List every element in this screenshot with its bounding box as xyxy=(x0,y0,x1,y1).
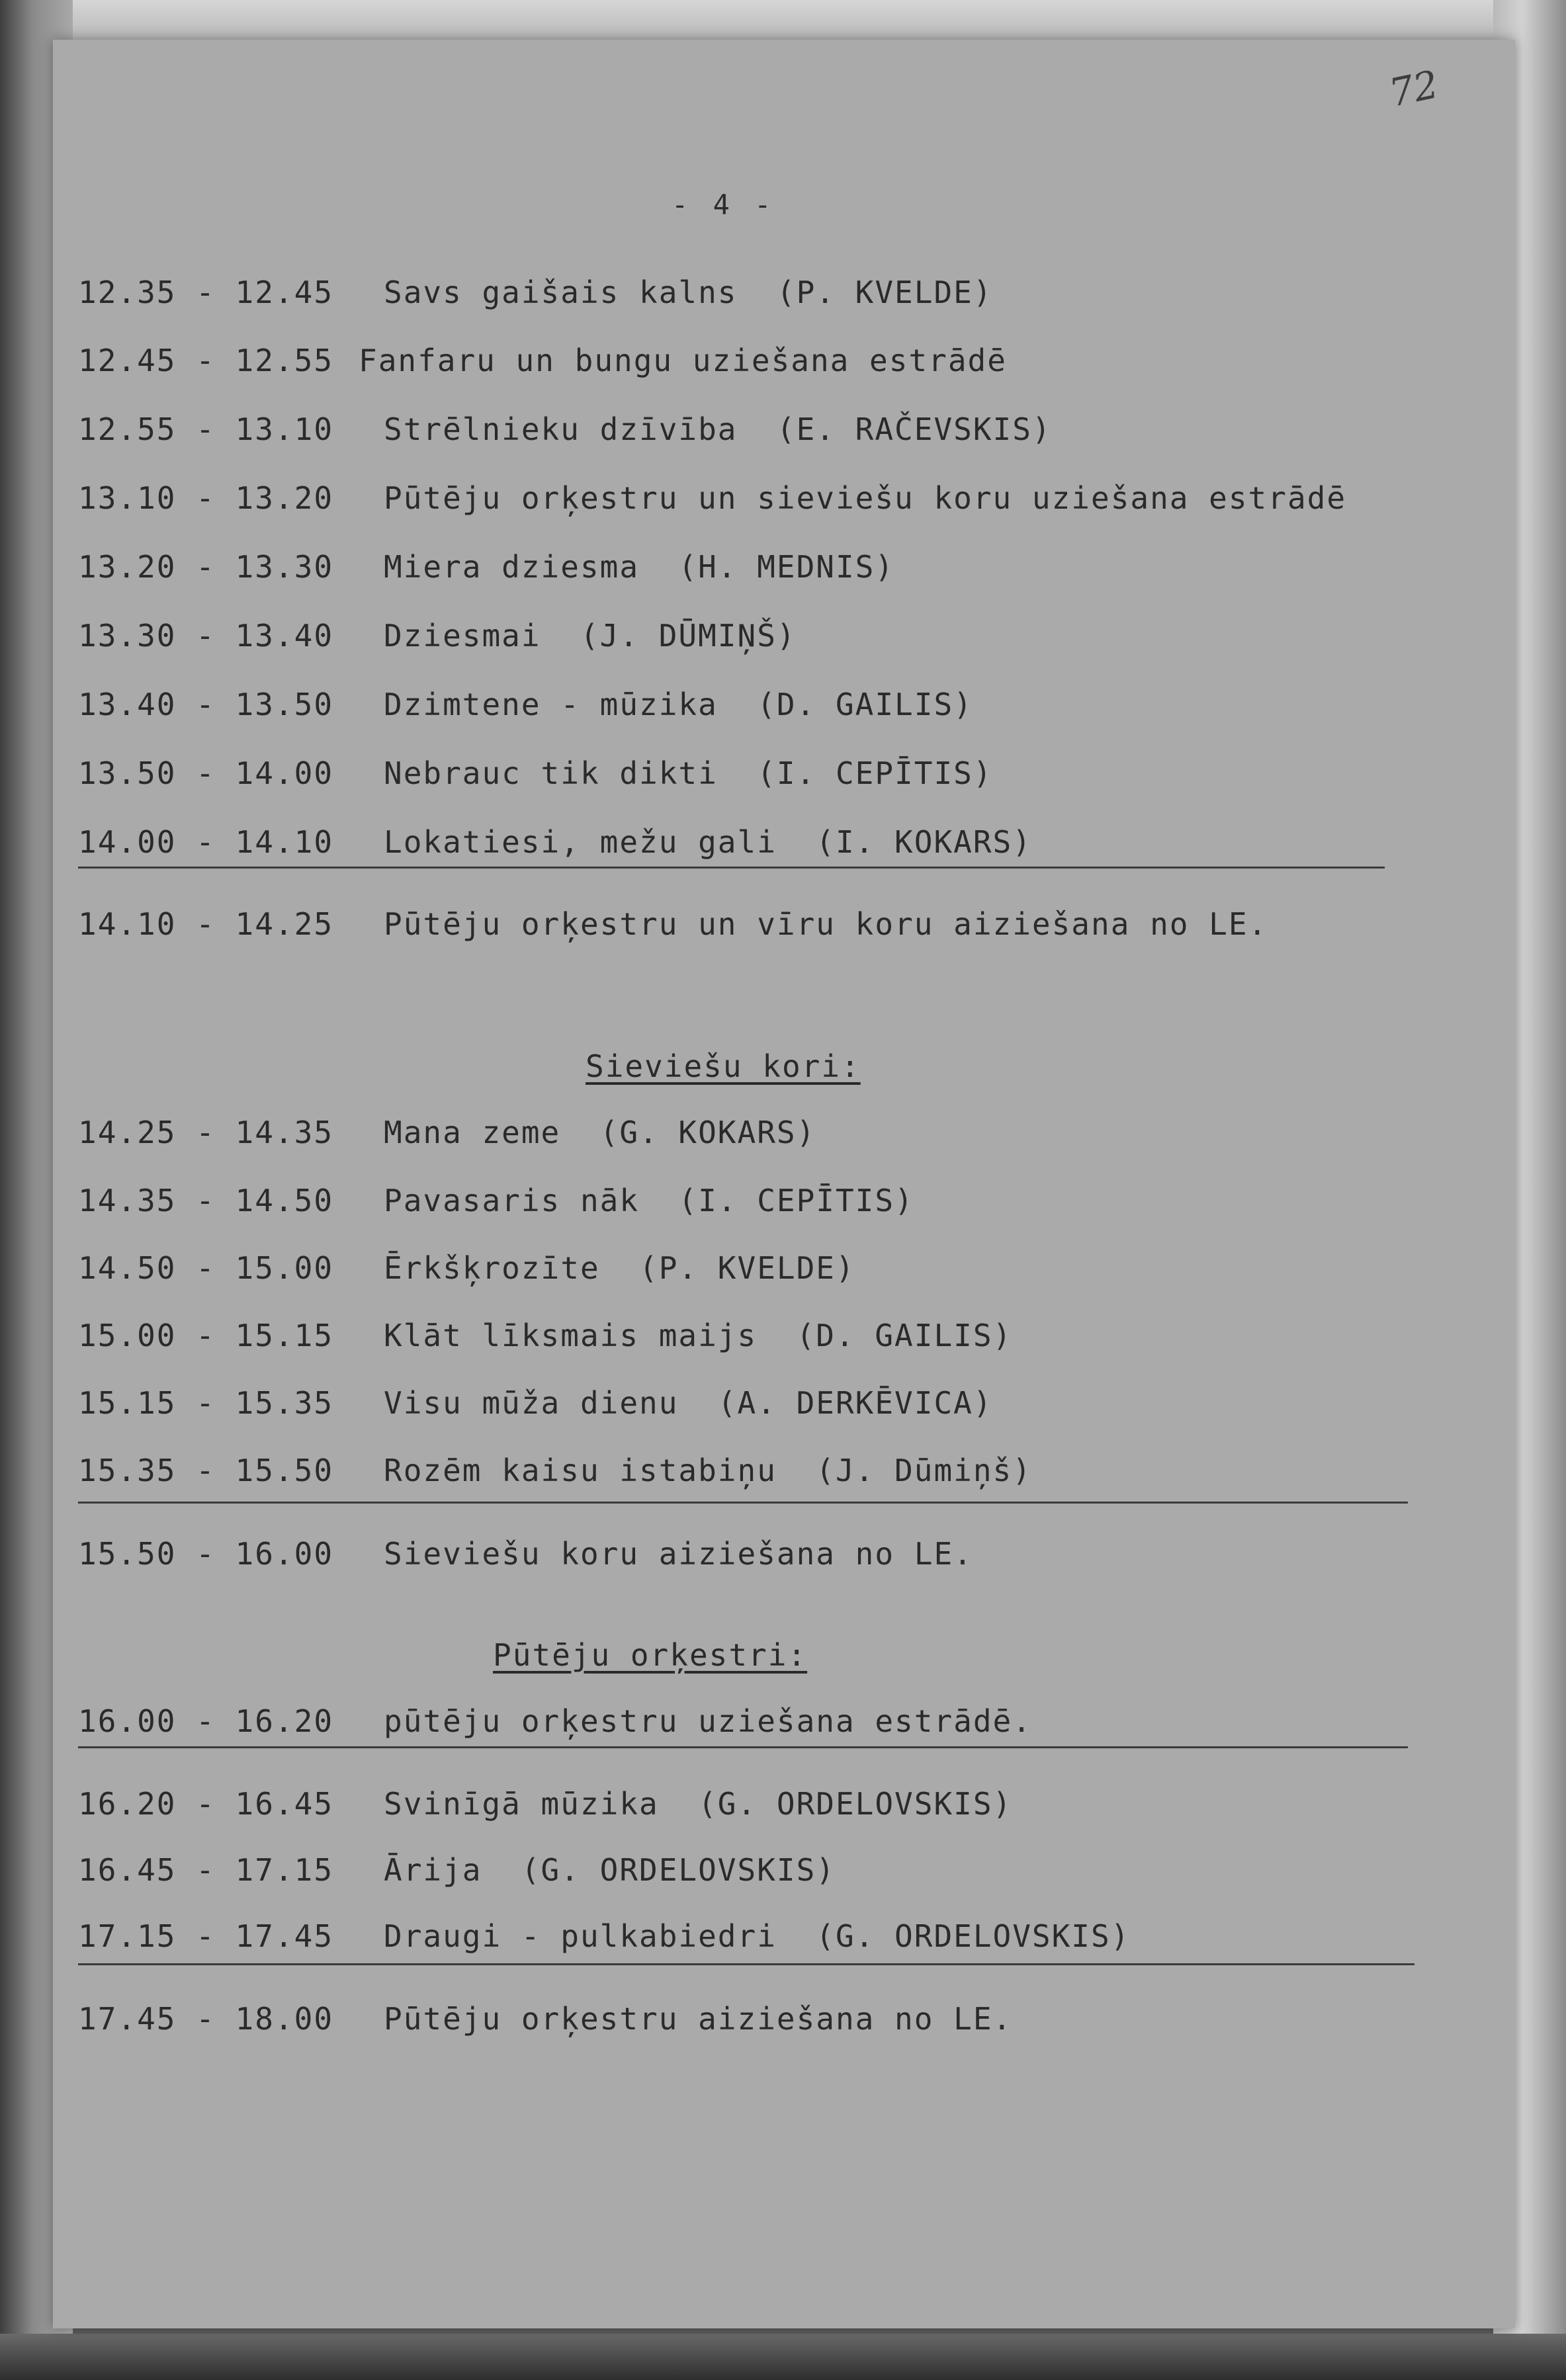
row-time: 17.15 - 17.45 xyxy=(78,1918,334,1954)
row-piece: Rozēm kaisu istabiņu (J. Dūmiņš) xyxy=(384,1453,1032,1488)
row-piece: Ērkšķrozīte (P. KVELDE) xyxy=(384,1250,855,1286)
row-piece: Pavasaris nāk (I. CEPĪTIS) xyxy=(384,1183,914,1218)
row-piece: Draugi - pulkabiedri (G. ORDELOVSKIS) xyxy=(384,1918,1131,1954)
row-piece: Klāt līksmais maijs (D. GAILIS) xyxy=(384,1318,1013,1353)
row-time: 13.40 - 13.50 xyxy=(78,687,334,722)
section-divider xyxy=(78,1746,1408,1748)
row-piece: pūtēju orķestru uziešana estrādē. xyxy=(384,1703,1032,1739)
row-time: 16.00 - 16.20 xyxy=(78,1703,334,1739)
row-piece: Miera dziesma (H. MEDNIS) xyxy=(384,549,895,585)
row-piece: Mana zeme (G. KOKARS) xyxy=(384,1115,816,1150)
program-row xyxy=(78,1250,855,1290)
section-heading-brass-orchestras: Pūtēju orķestri: xyxy=(493,1637,808,1673)
section-divider xyxy=(78,867,1385,869)
program-row xyxy=(78,480,1347,520)
program-row xyxy=(78,411,1052,451)
row-time: 16.45 - 17.15 xyxy=(78,1852,334,1888)
program-row xyxy=(78,1918,1131,1958)
handwritten-margin-mark: 72 xyxy=(1385,62,1443,116)
program-row xyxy=(78,824,1032,864)
row-piece: Strēlnieku dzīvība (E. RAČEVSKIS) xyxy=(384,411,1052,447)
row-time: 12.35 - 12.45 xyxy=(78,275,334,310)
row-time: 12.45 - 12.55 xyxy=(78,343,334,378)
row-piece: Sieviešu koru aiziešana no LE. xyxy=(384,1536,973,1572)
program-row xyxy=(78,755,993,795)
row-piece: Pūtēju orķestru aiziešana no LE. xyxy=(384,2001,1013,2037)
row-time: 13.30 - 13.40 xyxy=(78,618,334,654)
row-time: 15.50 - 16.00 xyxy=(78,1536,334,1572)
program-row xyxy=(78,2001,1013,2041)
row-piece: Dzimtene - mūzika (D. GAILIS) xyxy=(384,687,973,722)
page-number: - 4 - xyxy=(672,189,775,221)
row-time: 17.45 - 18.00 xyxy=(78,2001,334,2037)
row-piece: Svinīgā mūzika (G. ORDELOVSKIS) xyxy=(384,1786,1013,1822)
program-row xyxy=(78,1318,1013,1357)
program-row xyxy=(78,1703,1032,1743)
program-row xyxy=(78,1852,836,1892)
row-time: 13.50 - 14.00 xyxy=(78,755,334,791)
row-piece: Nebrauc tik dikti (I. CEPĪTIS) xyxy=(384,755,993,791)
program-row xyxy=(78,1183,914,1222)
row-time: 14.00 - 14.10 xyxy=(78,824,334,860)
row-time: 14.50 - 15.00 xyxy=(78,1250,334,1286)
row-time: 14.10 - 14.25 xyxy=(78,906,334,942)
row-time: 14.25 - 14.35 xyxy=(78,1115,334,1150)
program-row xyxy=(78,618,797,658)
program-row xyxy=(78,1115,816,1154)
row-piece: Dziesmai (J. DŪMIŅŠ) xyxy=(384,618,797,654)
row-piece: Pūtēju orķestru un vīru koru aiziešana no LE. xyxy=(384,906,1268,942)
row-piece: Visu mūža dienu (A. DERKĒVICA) xyxy=(384,1385,993,1421)
row-piece: Savs gaišais kalns (P. KVELDE) xyxy=(384,275,993,310)
row-piece: Fanfaru un bungu uziešana estrādē xyxy=(359,343,1007,378)
row-piece: Ārija (G. ORDELOVSKIS) xyxy=(384,1852,836,1888)
program-row xyxy=(78,343,1007,382)
row-time: 13.10 - 13.20 xyxy=(78,480,334,516)
row-piece: Lokatiesi, mežu gali (I. KOKARS) xyxy=(384,824,1032,860)
program-row xyxy=(78,906,1268,946)
scan-backdrop-bottom xyxy=(0,2334,1566,2380)
program-row xyxy=(78,275,993,314)
section-divider xyxy=(78,1963,1414,1965)
row-time: 16.20 - 16.45 xyxy=(78,1786,334,1822)
program-row xyxy=(78,549,895,589)
row-time: 12.55 - 13.10 xyxy=(78,411,334,447)
row-time: 15.00 - 15.15 xyxy=(78,1318,334,1353)
row-time: 14.35 - 14.50 xyxy=(78,1183,334,1218)
section-heading-women-choirs: Sieviešu kori: xyxy=(586,1048,861,1084)
row-time: 15.35 - 15.50 xyxy=(78,1453,334,1488)
row-time: 15.15 - 15.35 xyxy=(78,1385,334,1421)
row-time: 13.20 - 13.30 xyxy=(78,549,334,585)
program-row xyxy=(78,1786,1013,1826)
program-row xyxy=(78,1385,993,1425)
section-divider xyxy=(78,1502,1408,1504)
row-piece: Pūtēju orķestru un sieviešu koru uziešana estrādē xyxy=(384,480,1347,516)
scan-backdrop-top xyxy=(0,0,1566,40)
program-row xyxy=(78,1536,973,1576)
program-row xyxy=(78,1453,1032,1492)
program-row xyxy=(78,687,973,726)
